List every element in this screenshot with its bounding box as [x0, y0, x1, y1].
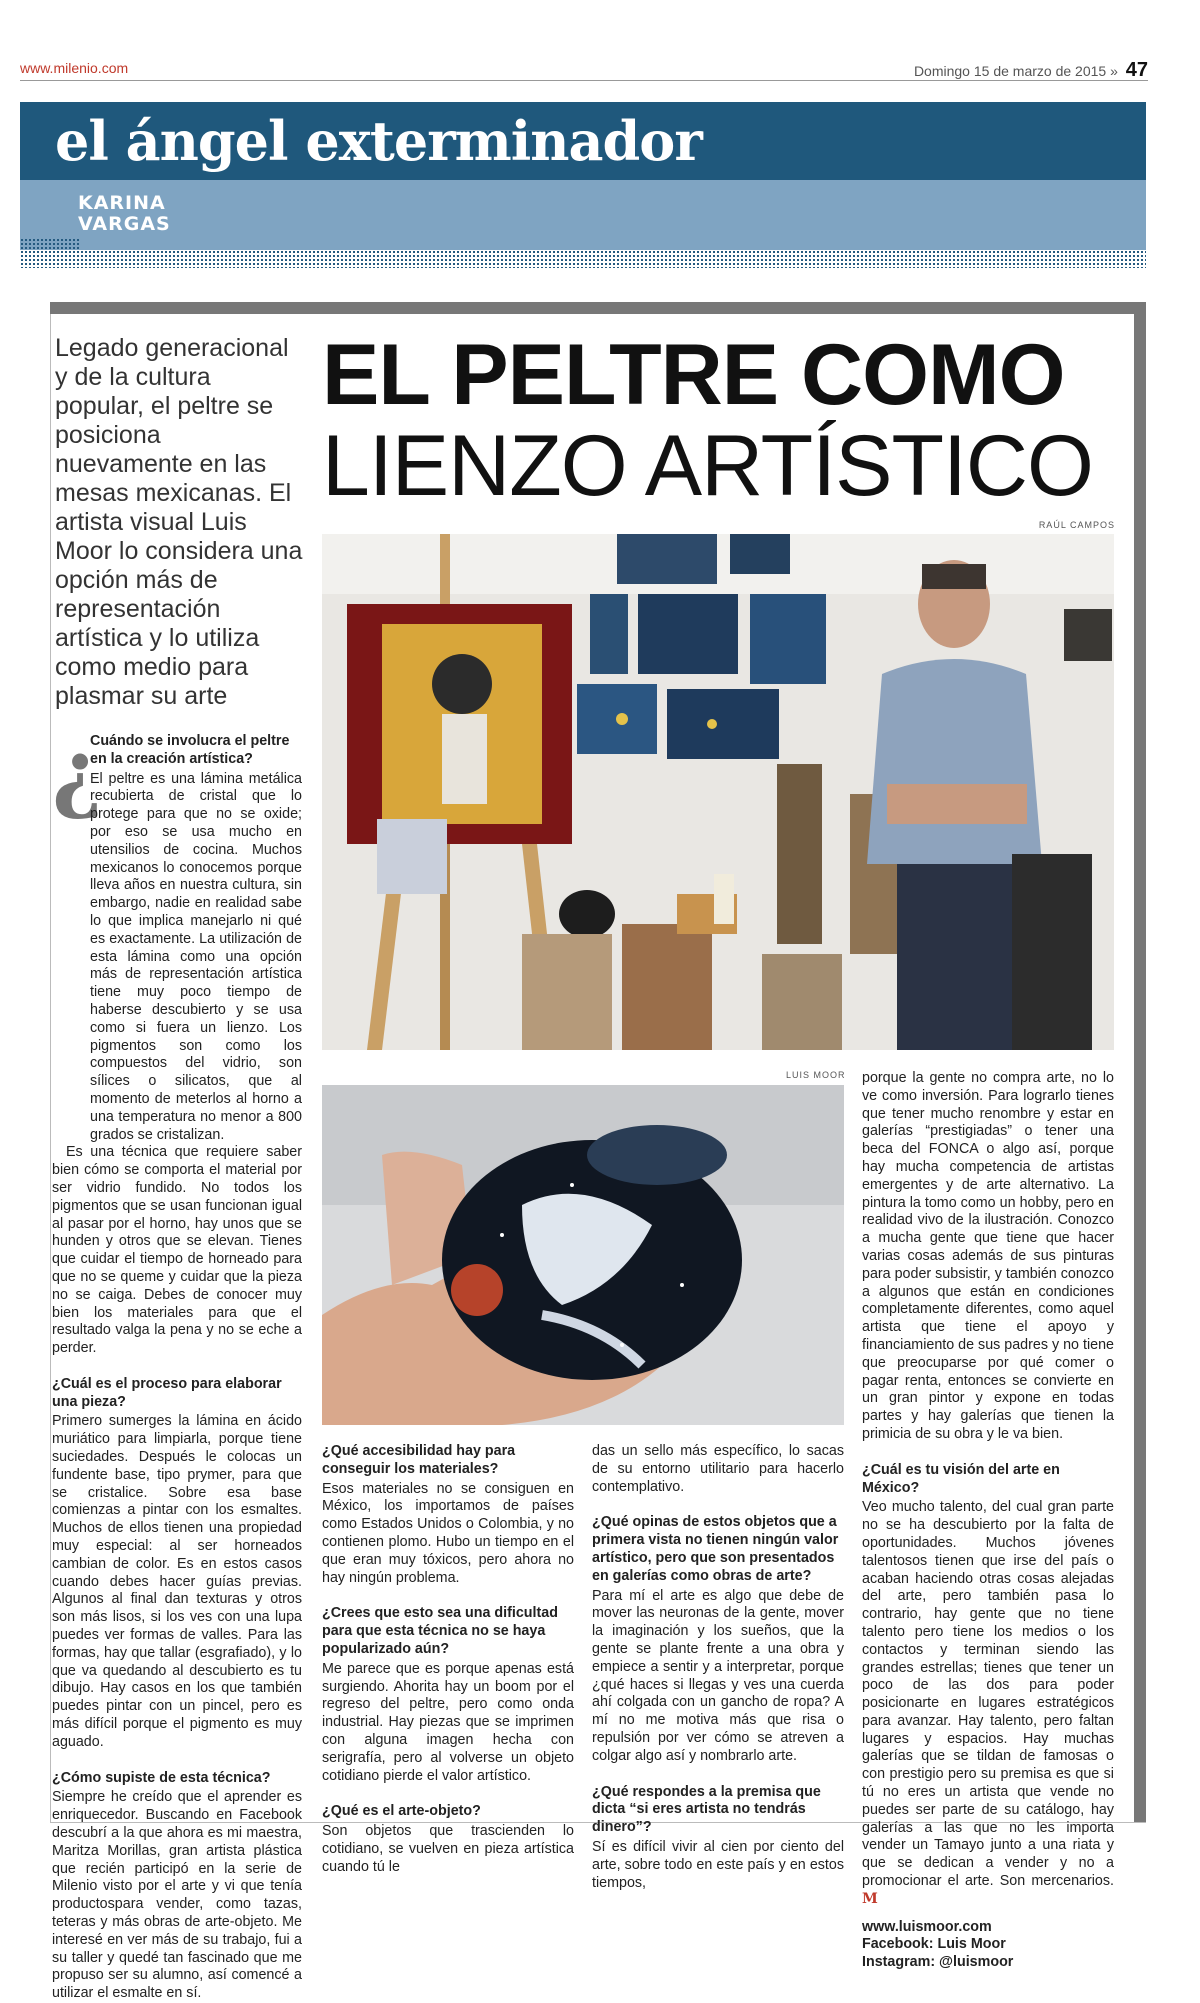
interview-question: ¿Qué accesibilidad hay para conseguir los materiales? [322, 1443, 516, 1477]
headline-line-1: EL PELTRE COMO [322, 327, 1065, 423]
article-column-1 [52, 722, 302, 2003]
section-title: el ángel exterminador [55, 109, 702, 173]
photo-credit-2: LUIS MOOR [786, 1070, 846, 1080]
interview-question: ¿Qué es el arte-objeto? [322, 1803, 481, 1820]
interview-question: ¿Crees que esto sea una dificultad para que esta técnica no se haya popularizado aún? [322, 1605, 558, 1657]
frame-left [50, 314, 51, 1822]
dropcap: ¿ [52, 722, 103, 823]
article-deck: Legado generacional y de la cultura popular, el peltre se posiciona nuevamente en las mesas mexicanas. El artista visual Luis Moor lo considera una opción más de representación artística y lo utiliza como medio para plasmar su arte [55, 334, 303, 710]
artist-website[interactable]: www.luismoor.com [862, 1918, 992, 1935]
interview-answer: porque la gente no compra arte, no lo ve como inversión. Para lograrlo tienes que tener mucho renombre y estar en galerías “prestigiadas” o tener una beca del FONCA o algo así, porque hay mucha competencia de artistas emergentes y de arte alternativo. La pintura la tomo como un hobby, pero en realidad vivo de la ilustración. Conozco a mucha gente que tiene que hacer varias cosas además de sus pinturas para poder subsistir, y también conozco a algunos que están en condiciones completamente diferentes, como aquel artista que tiene el apoyo y financiamiento de sus padres y no tiene que preocuparse por qué comer o pagar renta, entonces se convierte en un gran pintor y expone en todas partes y hay galerías que tienen la primicia de su obra y le va bien. [862, 1070, 1114, 1442]
enamel-mug-photo [322, 1085, 844, 1425]
interview-question: ¿Cuál es tu visión del arte en México? [862, 1461, 1060, 1496]
artist-studio-photo [322, 534, 1114, 1050]
site-url[interactable]: www.milenio.com [20, 60, 129, 76]
interview-answer: Para mí el arte es algo que debe de mover las neuronas de la gente, mover la imaginación y los sueños, que la gente se plante frente a una obra y empiece a sentir y a interpretar, porque ¿qué haces si llegas y ves una cuerda ahí colgada con un gancho de ropa? A mí no me motiva más que risa o repulsión por ver cómo se atreven a colgar algo así y nombrarlo arte. [592, 1587, 844, 1764]
artist-contact [862, 1919, 1114, 1972]
interview-answer: das un sello más específico, lo sacas de su entorno utilitario para hacerlo contemplativo. [592, 1443, 844, 1495]
frame-right [1134, 302, 1146, 1822]
top-rule [20, 80, 1148, 81]
section-band-dots [80, 250, 1146, 268]
interview-question: ¿Qué respondes a la premisa que dicta “si eres artista no tendrás dinero”? [592, 1783, 821, 1836]
column-4-body [862, 1070, 1114, 1909]
photo-credit-1: RAÚL CAMPOS [1038, 520, 1115, 530]
interview-answer: Siempre he creído que el aprender es enriquecedor. Buscando en Facebook descubrí a la que ahora es mi maestra, Maritza Morillas, gran artista plástica que recién participó en la serie de Milenio visto por el arte y vi que tenía productospara vender, como tazas, teteras y más obras de arte-objeto. Me interesé en ver más de su trabajo, fui a su taller y quedé tan fascinado que me propuso ser su alumno, así comencé a utilizar el esmalte en sí. [52, 1789, 302, 2002]
author-name: KARINA VARGAS [78, 192, 171, 235]
end-mark: M [862, 1890, 878, 1907]
interview-question: ¿Qué opinas de estos objetos que a primera vista no tienen ningún valor artístico, pero que son presentados en galerías como obras de arte? [592, 1514, 839, 1584]
interview-answer: Es una técnica que requiere saber bien cómo se comporta el material por ser vidrio fundido. No todos los pigmentos que se usan funcionan igual al pasar por el horno, hay unos que se hunden y otros que se elevan. Tienes que cuidar el tiempo de horneado para que no se queme y cuidar que la pieza no se caiga. Debes de conocer muy bien los materiales para que el resultado valga la pena y no se eche a perder. [52, 1144, 302, 1357]
interview-answer: Sí es difícil vivir al cien por ciento del arte, sobre todo en este país y en estos tiempos, [592, 1838, 844, 1891]
article-column-4 [862, 1070, 1114, 1972]
section-band-dots-left [20, 238, 80, 268]
page-number: 47 [1125, 59, 1148, 81]
date-text: Domingo 15 de marzo de 2015 [913, 63, 1107, 79]
interview-question: Cuándo se involucra el peltre en la creación artística? [90, 733, 290, 767]
interview-answer: El peltre es una lámina metálica recubierta de cristal que lo protege para que no se oxide; por eso se usa mucho en utensilios de cocina. Muchos mexicanos lo conocemos porque lleva años en nuestra cultura, sin embargo, nadie en realidad sabe lo que implica manejarlo ni qué es exactamente. La utilización de esta lámina como una opción más de representación artística tiene muy poco tiempo de haberse descubierto y se usa como si fuera un lienzo. Los pigmentos son como los compuestos del vidrio, son sílices o silicatos, que al momento de meterlos al horno a una temperatura no menor a 800 grados se cristalizan. [90, 770, 302, 1143]
article-column-2 [322, 1443, 574, 1877]
interview-answer: Me parece que es porque apenas está surgiendo. Ahorita hay un boom por el regreso del peltre, pero como onda industrial. Hay piezas que se imprimen con alguna imagen hecha con serigrafía, pero al volverse un objeto cotidiano pierde el valor artístico. [322, 1660, 574, 1784]
issue-date [914, 59, 1148, 82]
interview-answer: Veo mucho talento, del cual gran parte no se ha descubierto por la falta de oportunidades. Muchos jóvenes talentosos tienen que irse del país o acaban haciendo otras cosas alejadas del arte, pero también pasa lo contrario, hay gente que no tiene talento pero tiene los medios o los contactos y terminan siendo las grandes estrellas; tienes que tener un poco de las dos para poder posicionarte en lugares estratégicos para avanzar. Hay talento, pero faltan lugares y espacios. Hay muchas galerías que se tildan de famosas o con prestigio pero su premisa es que si tú no eres un artista que vende no puedes ser parte de su catálogo, hay galerías a las que no les importa vender un Tamayo junto a una riata y que se dedican a vender y no a promocionar el arte. Son mercenarios. M [862, 1499, 1114, 1907]
interview-question: ¿Cómo supiste de esta técnica? [52, 1769, 271, 1786]
interview-answer: Primero sumerges la lámina en ácido muriático para limpiarla, porque tiene suciedades. Después le colocas un fundente base, tipo prymer, para que se cristalice. Sobre esa base comienzas a pintar con los esmaltes. Muchos de ellos tienen una propiedad muy especial: al ser horneados cambian de color. Es en estos casos cuando debes hacer guías previas. Algunos al final dan texturas y otros son más lisos, si los ves con una lupa puedes ver formas de valles. Para las formas, hay que tallar (esgrafiado), y lo que va quedando al descubierto es tu dibujo. Hay casos en los que también puedes pintar con un pincel, pero es más difícil porque el pigmento es muy aguado. [52, 1413, 302, 1750]
interview-answer: Esos materiales no se consiguen en México, los importamos de países como Estados Unidos o Colombia, y no contienen plomo. Hubo un tiempo en el que eran muy tóxicos, pero ahora no hay ningún problema. [322, 1480, 574, 1586]
arrow-icon: » [1110, 63, 1118, 79]
artist-instagram[interactable]: Instagram: @luismoor [862, 1954, 1014, 1971]
headline-line-2: LIENZO ARTÍSTICO [322, 418, 1093, 514]
interview-answer: Son objetos que trascienden lo cotidiano, se vuelven en pieza artística cuando tú le [322, 1823, 574, 1875]
interview-question: ¿Cuál es el proceso para elaborar una pieza? [52, 1375, 282, 1410]
artist-facebook[interactable]: Facebook: Luis Moor [862, 1936, 1006, 1953]
frame-top [50, 302, 1146, 314]
article-column-3 [592, 1443, 844, 1892]
